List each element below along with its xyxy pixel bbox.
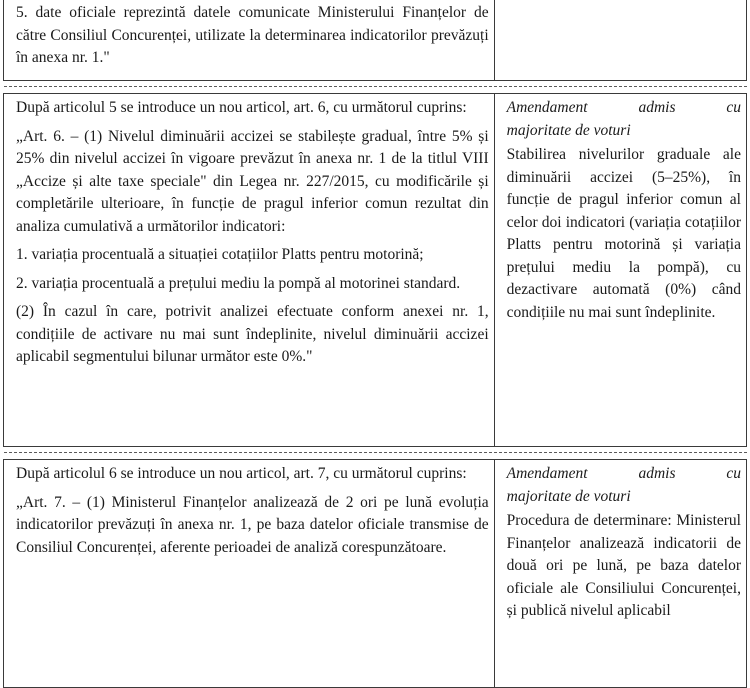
proposal-cell	[4, 0, 495, 81]
paragraph: După articolul 5 se introduce un nou articol, art. 6, cu următorul cuprins:	[16, 99, 467, 116]
status-word: admis	[638, 99, 676, 116]
status-word: Amendament	[506, 465, 588, 482]
status-line	[507, 463, 741, 486]
table-row	[4, 94, 747, 447]
motivation-cell	[494, 460, 746, 688]
status-word: admis	[638, 465, 676, 482]
proposal-cell	[4, 460, 495, 688]
paragraph: 5. date oficiale reprezintă datele comunicate Ministerului Finanțelor de către Consiliul Concurenței, utilizate la determinarea indicatorilor prevăzuți în anexa nr. 1."	[16, 4, 489, 66]
paragraph: 2. variația procentuală a prețului mediu la pompă al motorinei standard.	[16, 274, 461, 292]
row-separator	[4, 447, 747, 460]
status-word: Amendament	[506, 99, 588, 116]
status-majority: majoritate de voturi	[506, 487, 631, 505]
dashed-line	[4, 86, 747, 87]
paragraph: „Art. 6. – (1) Nivelul diminuării accizei se stabilește gradual, între 5% și 25% din nivelul accizei în vigoare prevăzut în anexa nr. 1 de la titlul VIII „Accize și alte taxe speciale" din Legea nr. 227/2015, cu modificările și completările ulterioare, în funcție de pragul inferior comun rezultat din analiza cumulativă a următorilor indicatori:	[16, 127, 489, 235]
status-majority: majoritate de voturi	[506, 121, 631, 139]
paragraph: 1. variația procentuală a situației cotațiilor Platts pentru motorină;	[16, 246, 424, 263]
status-line	[507, 97, 741, 120]
dashed-separator	[4, 81, 747, 94]
motivation-cell	[494, 94, 746, 447]
dashed-line	[4, 452, 747, 453]
motivation-text: Stabilirea nivelurilor graduale ale diminuării accizei (5–25%), în funcție de pragul inferior comun al celor doi indicatori (variația cotațiilor Platts pentru motorină și variația prețului mediu la pompă), cu dezactivare automată (0%) când condițiile nu mai sunt îndeplinite.	[506, 146, 741, 321]
paragraph: (2) În cazul în care, potrivit analizei efectuate conform anexei nr. 1, condițiile de activare nu mai sunt îndeplinite, nivelul diminuării accizei aplicabil segmentului bilunar următor este 0%."	[16, 303, 489, 365]
proposal-cell	[4, 94, 495, 447]
paragraph: „Art. 7. – (1) Ministerul Finanțelor analizează de 2 ori pe lună evoluția indicatorilor prevăzuți în anexa nr. 1, pe baza datelor oficiale transmise de Consiliul Concurenței, aferente perioadei de analiză corespunzătoare.	[16, 493, 489, 556]
row-separator	[4, 81, 747, 94]
dashed-separator	[4, 447, 747, 460]
status-word: cu	[726, 99, 741, 116]
status-word: cu	[726, 465, 741, 482]
table-row	[4, 0, 747, 81]
paragraph: După articolul 6 se introduce un nou articol, art. 7, cu următorul cuprins:	[16, 465, 467, 482]
table-row	[4, 460, 747, 688]
motivation-cell	[494, 0, 746, 81]
motivation-text: Procedura de determinare: Ministerul Finanțelor analizează indicatorii de două ori pe lună, pe baza datelor oficiale ale Consiliului Concurenței, și publică nivelul aplicabil	[506, 512, 741, 619]
amendments-table	[3, 0, 747, 688]
